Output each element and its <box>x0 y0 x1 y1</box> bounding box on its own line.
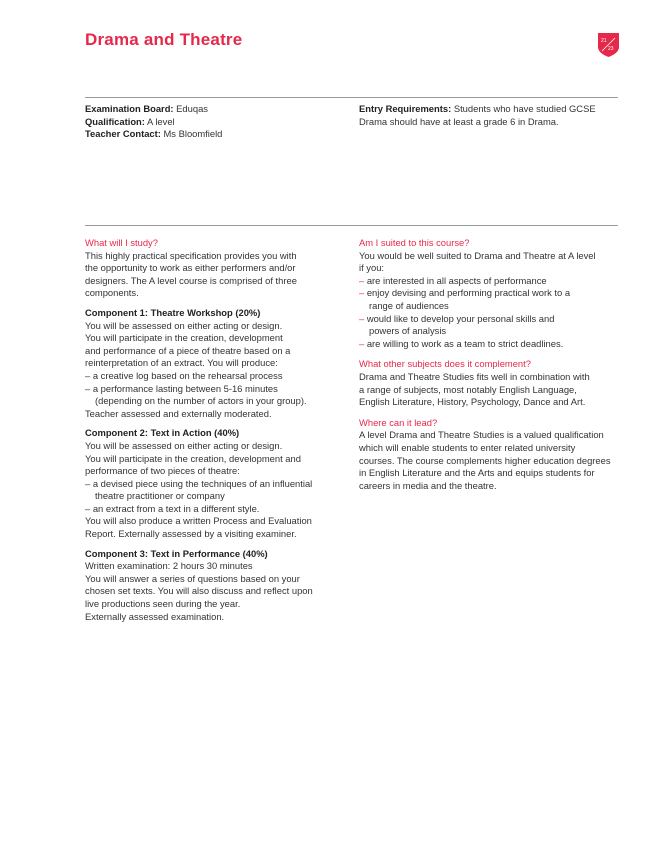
complement-line: Drama and Theatre Studies fits well in combination with <box>359 370 590 382</box>
dash: – <box>359 337 365 349</box>
suited-heading: Am I suited to this course? <box>359 237 470 248</box>
suited-bullet-cont: powers of analysis <box>369 325 447 337</box>
page-title: Drama and Theatre <box>85 30 243 49</box>
teacher-value: Ms Bloomfield <box>163 128 223 140</box>
component-1-line: reinterpretation of an extract. You will produce: <box>85 357 278 369</box>
lead-line: in English Literature and the Arts and equips students for <box>359 467 595 479</box>
board-value: Eduqas <box>176 103 208 114</box>
intro-line: components. <box>85 287 139 299</box>
badge-bottom-number: 23 <box>608 46 614 52</box>
component-2-line: You will be assessed on either acting or design. <box>85 439 283 451</box>
left-column <box>85 237 345 623</box>
lead-line: careers in media and the theatre. <box>359 479 497 491</box>
entry-requirements <box>359 103 596 128</box>
dash: – <box>359 274 365 286</box>
dash: – <box>359 312 365 324</box>
entry-value-2: Drama should have at least a grade 6 in Drama. <box>359 115 559 127</box>
intro-line: the opportunity to work as either performers and/or <box>85 262 296 274</box>
component-3-heading: Component 3: Text in Performance (40%) <box>85 547 268 559</box>
component-3-line: You will answer a series of questions based on your <box>85 572 300 584</box>
component-2-heading: Component 2: Text in Action (40%) <box>85 427 240 439</box>
component-3-line: chosen set texts. You will also discuss and reflect upon <box>85 585 313 597</box>
entry-value-1: Students who have studied GCSE <box>453 103 596 114</box>
course-info <box>85 103 222 141</box>
teacher-label: Teacher Contact: <box>85 128 161 140</box>
component-1-line: You will participate in the creation, development <box>85 332 283 344</box>
component-3-line: Externally assessed examination. <box>85 610 225 622</box>
suited-bullet: – would like to develop your personal skills and <box>359 312 555 324</box>
lead-line: A level Drama and Theatre Studies is a valued qualification <box>359 429 604 441</box>
dash: – <box>85 502 91 514</box>
qualification-label: Qualification: <box>85 115 145 127</box>
component-2-bullet: – a devised piece using the techniques of an influential <box>85 477 313 489</box>
component-2-bullet-cont: theatre practitioner or company <box>95 490 225 502</box>
component-2-line: performance of two pieces of theatre: <box>85 465 240 477</box>
qualification-value: A level <box>147 115 175 127</box>
component-2-end: You will also produce a written Process and Evaluation <box>85 515 312 527</box>
component-2-line: You will participate in the creation, development and <box>85 452 301 464</box>
complement-line: English Literature, History, Psychology, Dance and Art. <box>359 396 586 408</box>
suited-intro: if you: <box>359 262 385 274</box>
component-3-line: live productions seen during the year. <box>85 598 241 610</box>
study-heading: What will I study? <box>85 237 158 248</box>
component-1-bullet-cont: (depending on the number of actors in your group). <box>95 395 307 407</box>
component-2-bullet: – an extract from a text in a different style. <box>85 502 260 514</box>
dash: – <box>85 477 91 489</box>
school-shield-logo <box>598 33 619 57</box>
suited-bullet-cont: range of audiences <box>369 299 449 311</box>
lead-line: which will enable students to enter related university <box>359 441 576 453</box>
component-1-line: and performance of a piece of theatre based on a <box>85 344 291 356</box>
badge-top-number: 21 <box>601 38 607 44</box>
board-label: Examination Board: <box>85 103 174 114</box>
dash: – <box>359 287 365 299</box>
complement-heading: What other subjects does it complement? <box>359 358 531 370</box>
dash: – <box>85 369 91 381</box>
lead-line: courses. The course complements higher education degrees <box>359 454 611 466</box>
right-column <box>359 237 619 492</box>
intro-line: designers. The A level course is comprised of three <box>85 274 297 286</box>
suited-bullet: – enjoy devising and performing practical work to a <box>359 287 571 299</box>
suited-bullet: – are willing to work as a team to strict deadlines. <box>359 337 564 349</box>
dash: – <box>85 382 91 394</box>
middle-divider <box>85 225 618 226</box>
component-1-bullet: – a creative log based on the rehearsal process <box>85 369 283 381</box>
suited-bullet: – are interested in all aspects of performance <box>359 274 547 286</box>
lead-heading: Where can it lead? <box>359 416 438 428</box>
top-divider <box>85 97 618 98</box>
component-1-bullet: – a performance lasting between 5-16 minutes <box>85 382 278 394</box>
component-3-line: Written examination: 2 hours 30 minutes <box>85 560 253 572</box>
component-2-end: Report. Externally assessed by a visiting examiner. <box>85 528 297 540</box>
entry-label: Entry Requirements: <box>359 103 452 114</box>
component-1-line: You will be assessed on either acting or design. <box>85 319 283 331</box>
component-1-heading: Component 1: Theatre Workshop (20%) <box>85 306 261 318</box>
suited-intro: You would be well suited to Drama and Theatre at A level <box>359 249 596 261</box>
complement-line: a range of subjects, most notably English Language, <box>359 383 577 395</box>
component-1-end: Teacher assessed and externally moderated. <box>85 407 272 419</box>
intro-line: This highly practical specification provides you with <box>85 249 297 261</box>
